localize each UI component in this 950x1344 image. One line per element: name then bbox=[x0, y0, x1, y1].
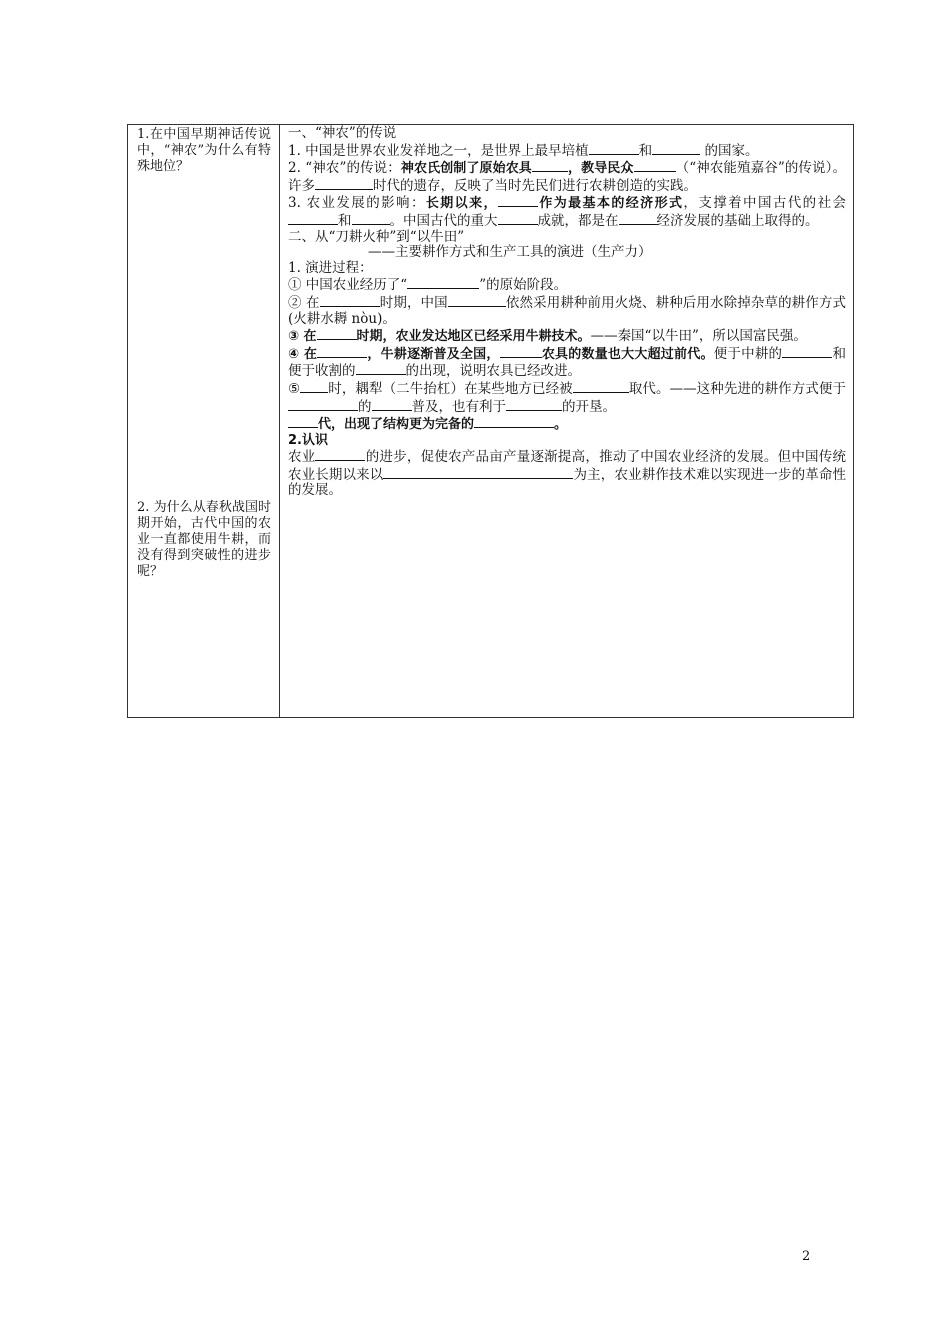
blank[interactable] bbox=[500, 345, 542, 358]
blank[interactable] bbox=[532, 159, 568, 172]
blank[interactable] bbox=[315, 448, 365, 461]
blank[interactable] bbox=[498, 194, 538, 207]
stage-3: ③ 在 时期，农业发达地区已经采用牛耕技术。——秦国“以牛田”，所以国富民强。 bbox=[288, 328, 807, 345]
blank[interactable] bbox=[288, 212, 338, 225]
paragraph-1-1: 1. 中国是世界农业发祥地之一，是世界上最早培植 和 的国家。 bbox=[288, 142, 759, 159]
blank[interactable] bbox=[634, 159, 676, 172]
stage-2: ② 在 时期，中国 依然采用耕种前用火烧、耕种后用水除掉杂草的耕作方式(火耕水耨 nòu)。 bbox=[288, 294, 847, 327]
blank[interactable] bbox=[474, 415, 554, 428]
blank[interactable] bbox=[498, 212, 538, 225]
page-number: 2 bbox=[802, 1249, 811, 1264]
blank[interactable] bbox=[652, 142, 700, 155]
blank[interactable] bbox=[320, 294, 380, 307]
blank[interactable] bbox=[372, 398, 412, 411]
blank[interactable] bbox=[407, 276, 479, 289]
blank[interactable] bbox=[619, 212, 657, 225]
question-2: 2. 为什么从春秋战国时期开始，古代中国的农业一直都使用牛耕，而没有得到突破性的进步呢？ bbox=[137, 500, 271, 579]
paragraph-1-3: 3. 农业发展的影响：长期以来， 作为最基本的经济形式，支撑着中国古代的社会和 。中国古代的重大 成就，都是在 经济发展的基础上取得的。 bbox=[288, 195, 846, 229]
question-1: 1.在中国早期神话传说中，“神农”为什么有特殊地位？ bbox=[137, 127, 271, 174]
blank[interactable] bbox=[448, 294, 506, 307]
blank[interactable] bbox=[300, 380, 328, 393]
blank[interactable] bbox=[356, 362, 406, 375]
paragraph-1-2: 2. “神农”的传说：神农氏创制了原始农具 ，教导民众 （“神农能殖嘉谷”的传说）。许多 时代的遗存，反映了当时先民们进行农耕创造的实践。 bbox=[288, 160, 846, 194]
section-2-subtitle: ——主要耕作方式和生产工具的演进（生产力） bbox=[368, 244, 652, 261]
question-column bbox=[128, 125, 280, 717]
blank[interactable] bbox=[782, 345, 832, 358]
blank[interactable] bbox=[352, 212, 390, 225]
worksheet-table bbox=[127, 124, 854, 718]
blank[interactable] bbox=[573, 380, 629, 393]
part-1-title: 1. 演进过程： bbox=[288, 259, 373, 276]
part-2-paragraph: 农业 的进步，促使农产品亩产量逐渐提高，推动了中国农业经济的发展。但中国传统农业长期以来以 为主，农业耕作技术难以实现进一步的革命性的发展。 bbox=[288, 449, 847, 499]
section-2-title: 二、从“刀耕火种”到“以牛田” bbox=[288, 228, 465, 245]
stage-4: ④ 在 ，牛耕逐渐普及全国， 农具的数量也大大超过前代。便于中耕的 和便于收割的 的出现，说明农具已经改进。 bbox=[288, 345, 846, 380]
content-column bbox=[280, 125, 853, 717]
blank[interactable] bbox=[383, 466, 573, 479]
section-1-title: 一、“神农”的传说 bbox=[288, 125, 397, 141]
stage-6: 代，出现了结构更为完备的 。 bbox=[288, 415, 846, 433]
stage-1: ① 中国农业经历了“ ”的原始阶段。 bbox=[288, 277, 568, 294]
blank[interactable] bbox=[317, 327, 357, 340]
blank[interactable] bbox=[589, 142, 639, 155]
blank[interactable] bbox=[315, 177, 373, 190]
part-2-title: 2.认识 bbox=[288, 432, 328, 448]
blank[interactable] bbox=[288, 398, 358, 411]
stage-5: ⑤ 时，耦犁（二牛抬杠）在某些地方已经被 取代。——这种先进的耕作方式便于的 普及，也有利于 的开垦。 bbox=[288, 380, 847, 415]
blank[interactable] bbox=[506, 398, 562, 411]
blank[interactable] bbox=[288, 415, 318, 428]
blank[interactable] bbox=[317, 345, 367, 358]
